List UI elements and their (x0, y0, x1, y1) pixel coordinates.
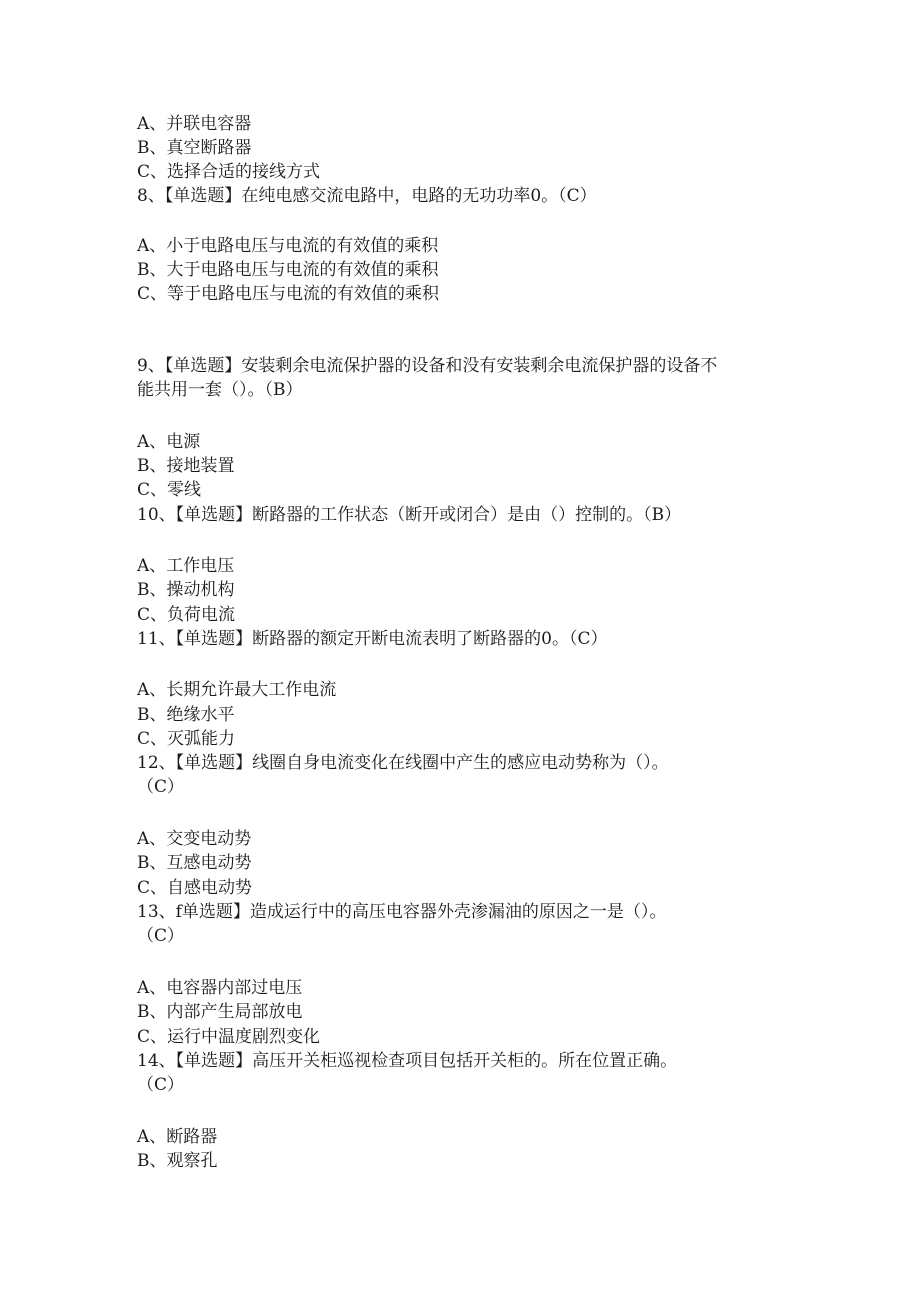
q9-question-cont: 能共用一套（）。（B） (137, 380, 303, 400)
q14-question: 14、【单选题】高压开关柜巡视检查项目包括开关柜的。所在位置正确。 (137, 1051, 678, 1071)
q12-option-b: B、互感电动势 (137, 853, 252, 873)
q10-option-b: B、操动机构 (137, 580, 235, 600)
q13-option-b: B、内部产生局部放电 (137, 1002, 303, 1022)
q12-option-a: A、交变电动势 (137, 829, 252, 849)
q10-option-c: C、负荷电流 (137, 605, 236, 625)
q11-option-b: B、绝缘水平 (137, 705, 235, 725)
q11-option-c: C、灭弧能力 (137, 729, 236, 749)
q9-option-a: A、电源 (137, 432, 201, 452)
q9-option-c: C、零线 (137, 480, 202, 500)
q11-option-a: A、长期允许最大工作电流 (137, 680, 337, 700)
q8-option-c: C、等于电路电压与电流的有效值的乘积 (137, 284, 440, 304)
q10-option-a: A、工作电压 (137, 556, 235, 576)
q9-question: 9、【单选题】安装剩余电流保护器的设备和没有安装剩余电流保护器的设备不 (137, 356, 718, 376)
q13-option-a: A、电容器内部过电压 (137, 978, 303, 998)
q9-option-b: B、接地装置 (137, 456, 235, 476)
q14-option-b: B、观察孔 (137, 1151, 218, 1171)
q13-option-c: C、运行中温度剧烈变化 (137, 1027, 321, 1047)
q12-answer: （C） (137, 777, 185, 797)
q8-question: 8、【单选题】在纯电感交流电路中，电路的无功功率0。（C） (137, 186, 597, 206)
q11-question: 11、【单选题】断路器的额定开断电流表明了断路器的0。（C） (137, 629, 608, 649)
q7-option-a: A、并联电容器 (137, 114, 252, 134)
q10-question: 10、【单选题】断路器的工作状态（断开或闭合）是由（）控制的。（B） (137, 505, 682, 525)
q12-option-c: C、自感电动势 (137, 878, 253, 898)
q7-option-c: C、选择合适的接线方式 (137, 162, 321, 182)
q8-option-b: B、大于电路电压与电流的有效值的乘积 (137, 260, 439, 280)
q14-option-a: A、断路器 (137, 1127, 218, 1147)
q8-option-a: A、小于电路电压与电流的有效值的乘积 (137, 236, 439, 256)
q13-question: 13、f单选题】造成运行中的高压电容器外壳渗漏油的原因之一是（）。 (137, 902, 667, 922)
q12-question: 12、【单选题】线圈自身电流变化在线圈中产生的感应电动势称为（）。 (137, 753, 669, 773)
q7-option-b: B、真空断路器 (137, 138, 252, 158)
q13-answer: （C） (137, 926, 185, 946)
q14-answer: （C） (137, 1075, 185, 1095)
